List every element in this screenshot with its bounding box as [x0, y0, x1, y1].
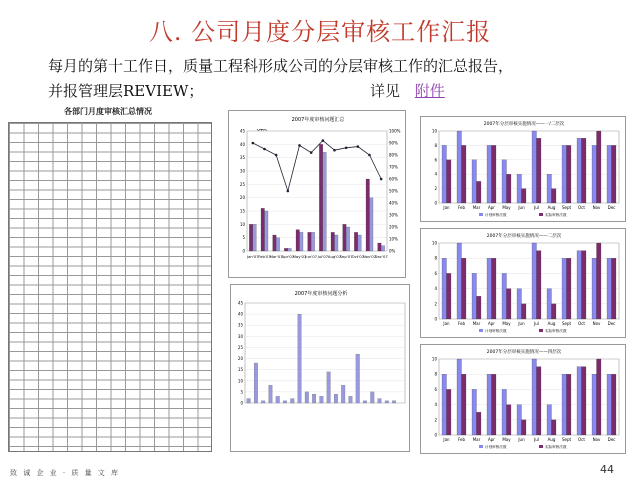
- x-tick-label: Jan: [443, 205, 450, 210]
- bar: [507, 174, 512, 203]
- bar: [447, 273, 452, 319]
- page-number: 44: [600, 463, 614, 476]
- bar: [592, 374, 597, 435]
- x-tick-label: Oct: [578, 205, 585, 210]
- bar: [612, 258, 617, 319]
- line-point: [252, 142, 255, 145]
- bar: [346, 227, 350, 251]
- bar: [249, 224, 253, 251]
- legend-swatch: [539, 213, 543, 216]
- y-tick-label: 8: [434, 142, 437, 148]
- bar: [562, 374, 567, 435]
- y-tick-label: 0: [434, 316, 437, 322]
- chart-layer-2: [420, 228, 626, 338]
- y-tick-label: 2: [434, 301, 437, 307]
- attachment-link[interactable]: 附件: [414, 82, 445, 100]
- y-tick-label: 35: [237, 322, 243, 328]
- table-grid: [8, 122, 212, 452]
- bar: [442, 145, 447, 203]
- y-tick-label: 40: [237, 311, 243, 317]
- chart-layer-4: [420, 344, 626, 454]
- chart-layer-4-svg: [421, 345, 627, 455]
- bar: [462, 374, 467, 435]
- x-tick-label: Oct'07: [351, 254, 365, 259]
- footer-text: 致 诚 企 业 · 质 量 文 库: [10, 469, 121, 477]
- x-tick-label: May: [502, 205, 511, 210]
- chart-title: 2007年度审核问题汇总: [291, 117, 345, 123]
- bar: [517, 174, 522, 203]
- bar: [312, 394, 316, 403]
- bar: [507, 405, 512, 435]
- x-tick-label: Aug'07: [327, 254, 342, 259]
- y-tick-label: 0: [434, 432, 437, 438]
- y-tick-label: 10: [239, 221, 245, 227]
- bar: [269, 385, 273, 403]
- bar: [298, 314, 302, 403]
- bar: [607, 258, 612, 319]
- bar: [522, 189, 527, 203]
- x-tick-label: Apr: [488, 321, 495, 326]
- line-point: [322, 139, 325, 142]
- bar: [537, 138, 542, 203]
- bar: [492, 145, 497, 203]
- x-tick-label: Jul: [534, 437, 539, 442]
- bar: [254, 363, 258, 403]
- bar: [487, 258, 492, 319]
- y-tick-label: 25: [239, 181, 245, 187]
- y-tick-label: 4: [434, 402, 437, 408]
- bar: [331, 232, 335, 251]
- x-tick-label: Jun: [518, 321, 525, 326]
- x-tick-label: Aug: [547, 205, 556, 210]
- bar: [442, 258, 447, 319]
- line-point: [357, 145, 360, 148]
- bar: [537, 367, 542, 435]
- y-tick-label: 6: [434, 270, 437, 276]
- bar: [472, 273, 477, 319]
- bar: [457, 359, 462, 435]
- bar: [487, 374, 492, 435]
- bar: [537, 251, 542, 319]
- bar: [552, 189, 557, 203]
- bar: [547, 289, 552, 319]
- chart-monthly-summary: [228, 110, 406, 278]
- y2-tick-label: 40%: [389, 200, 398, 206]
- bar: [477, 181, 482, 203]
- y-tick-label: 0: [242, 248, 245, 254]
- bar: [577, 367, 582, 435]
- line-point: [380, 178, 383, 181]
- bar: [597, 243, 602, 319]
- legend-swatch: [479, 213, 483, 216]
- bar: [547, 174, 552, 203]
- bar: [378, 399, 382, 403]
- chart-issue-analysis: [230, 284, 410, 452]
- bar: [457, 243, 462, 319]
- bar: [354, 232, 358, 251]
- bar: [487, 145, 492, 203]
- legend-label: 计划审核次数: [485, 213, 507, 217]
- bar: [462, 258, 467, 319]
- legend-label: 实际审核次数: [545, 445, 567, 449]
- bar: [592, 258, 597, 319]
- y2-tick-label: 70%: [389, 164, 398, 170]
- y-tick-label: 30: [239, 168, 245, 174]
- y-tick-label: 20: [237, 356, 243, 362]
- line-point: [298, 144, 301, 147]
- x-tick-label: Feb: [457, 205, 466, 210]
- x-tick-label: Sept: [561, 437, 572, 442]
- x-tick-label: May: [502, 321, 511, 326]
- bar: [253, 224, 257, 251]
- y-tick-label: 45: [239, 128, 245, 134]
- bar: [552, 304, 557, 319]
- bar: [502, 389, 507, 435]
- x-tick-label: Feb'07: [258, 254, 271, 259]
- y2-tick-label: 0%: [389, 248, 396, 254]
- y-tick-label: 15: [239, 208, 245, 214]
- bar: [597, 131, 602, 203]
- x-tick-label: Mar: [472, 321, 481, 326]
- bar: [522, 420, 527, 435]
- chart-layer-1-2-svg: [421, 117, 627, 223]
- legend-swatch: [479, 445, 483, 448]
- legend-label: 实际审核次数: [545, 213, 567, 217]
- x-tick-label: Nov: [592, 321, 601, 326]
- chart-title: 2007年分层审核实施情况——四层次: [486, 350, 562, 355]
- bar: [296, 230, 300, 251]
- bar: [363, 401, 367, 403]
- body-line-1: 每月的第十工作日，质量工程科形成公司的分层审核工作的汇总报告，: [48, 57, 514, 75]
- bar: [567, 374, 572, 435]
- y-tick-label: 35: [239, 155, 245, 161]
- y-tick-label: 4: [434, 286, 437, 292]
- bar: [385, 401, 389, 403]
- bar: [612, 374, 617, 435]
- bar: [477, 412, 482, 435]
- x-tick-label: Jun: [518, 205, 525, 210]
- bar: [562, 145, 567, 203]
- bar: [308, 232, 312, 251]
- x-tick-label: Jul'07: [317, 254, 329, 259]
- bar: [319, 144, 323, 251]
- bar: [265, 211, 269, 251]
- bar: [381, 246, 385, 251]
- body-line-2: 并报管理层REVIEW；: [48, 82, 204, 100]
- chart-title: 2007年分层审核实施情况——一/二层次: [483, 122, 565, 127]
- y-tick-label: 2: [434, 186, 437, 192]
- x-tick-label: Dec: [607, 437, 616, 442]
- bar: [366, 179, 370, 251]
- legend-label: 计划审核次数: [485, 445, 507, 449]
- chart-layer-2-svg: [421, 229, 627, 339]
- y-tick-label: 6: [434, 386, 437, 392]
- bar: [284, 248, 288, 251]
- bar: [502, 160, 507, 203]
- bar: [261, 208, 265, 251]
- y-tick-label: 8: [434, 371, 437, 377]
- y-tick-label: 20: [239, 195, 245, 201]
- bar: [261, 401, 265, 403]
- bar: [247, 399, 251, 403]
- bar: [582, 138, 587, 203]
- x-tick-label: Aug: [547, 437, 556, 442]
- detail-prefix: 详见: [370, 82, 401, 100]
- bar: [300, 232, 304, 251]
- y2-tick-label: 50%: [389, 188, 398, 194]
- bar: [447, 389, 452, 435]
- x-tick-label: Jun'07: [305, 254, 318, 259]
- bar: [477, 296, 482, 319]
- legend-swatch: [479, 329, 483, 332]
- x-tick-label: Sep'07: [339, 254, 353, 259]
- bar: [290, 399, 294, 403]
- y-tick-label: 45: [237, 300, 243, 306]
- x-tick-label: Nov: [592, 205, 601, 210]
- y-tick-label: 0: [240, 400, 243, 406]
- y-tick-label: 10: [431, 128, 437, 134]
- line-point: [333, 149, 336, 152]
- x-tick-label: Dec'07: [374, 254, 388, 259]
- y2-tick-label: 10%: [389, 236, 398, 242]
- bar: [457, 131, 462, 203]
- bar: [577, 251, 582, 319]
- bar: [462, 145, 467, 203]
- bar: [276, 396, 280, 403]
- x-tick-label: Feb: [457, 437, 466, 442]
- bar: [349, 396, 353, 403]
- x-tick-label: Jul: [534, 321, 539, 326]
- bar: [447, 160, 452, 203]
- bar: [442, 374, 447, 435]
- bar: [305, 392, 309, 403]
- line-point: [287, 190, 290, 193]
- bar: [502, 273, 507, 319]
- x-tick-label: Mar: [472, 437, 481, 442]
- y2-tick-label: 100%: [389, 128, 401, 134]
- x-tick-label: Sept: [561, 321, 572, 326]
- x-tick-label: Nov: [592, 437, 601, 442]
- bar: [288, 248, 292, 251]
- bar: [370, 198, 374, 251]
- x-tick-label: Apr: [488, 205, 495, 210]
- bar: [562, 258, 567, 319]
- bar: [567, 145, 572, 203]
- bar: [472, 160, 477, 203]
- line-point: [263, 148, 266, 151]
- y-tick-label: 6: [434, 157, 437, 163]
- x-tick-label: Jan: [443, 321, 450, 326]
- y-tick-label: 30: [237, 333, 243, 339]
- chart-monthly-summary-svg: [229, 111, 407, 279]
- x-tick-label: Apr: [488, 437, 495, 442]
- bar: [276, 238, 280, 251]
- bar: [358, 235, 362, 251]
- y-tick-label: 4: [434, 171, 437, 177]
- table-title: 各部门月度审核汇总情况: [64, 107, 152, 116]
- bar: [378, 243, 382, 251]
- y2-tick-label: 20%: [389, 224, 398, 230]
- bar: [517, 289, 522, 319]
- x-tick-label: Dec: [607, 205, 616, 210]
- chart-layer-1-2: [420, 116, 626, 222]
- bar: [356, 354, 360, 403]
- y-tick-label: 5: [240, 389, 243, 395]
- line-point: [345, 147, 348, 150]
- y2-tick-label: 90%: [389, 140, 398, 146]
- x-tick-label: Sept: [561, 205, 572, 210]
- x-tick-label: Nov'07: [362, 254, 377, 259]
- y2-tick-label: 80%: [389, 152, 398, 158]
- bar: [343, 224, 347, 251]
- x-tick-label: May: [502, 437, 511, 442]
- y-tick-label: 8: [434, 255, 437, 261]
- x-tick-label: Mar: [472, 205, 481, 210]
- bar: [607, 145, 612, 203]
- bar: [532, 131, 537, 203]
- legend-label: 计划审核次数: [485, 329, 507, 333]
- y2-tick-label: 30%: [389, 212, 398, 218]
- bar: [370, 392, 374, 403]
- x-tick-label: Jan'07: [246, 254, 259, 259]
- bar: [552, 420, 557, 435]
- x-tick-label: May'07: [292, 254, 307, 259]
- bar: [582, 251, 587, 319]
- bar: [547, 405, 552, 435]
- y-tick-label: 5: [242, 235, 245, 241]
- bar: [472, 389, 477, 435]
- x-tick-label: Jun: [518, 437, 525, 442]
- legend-swatch: [539, 329, 543, 332]
- bar: [507, 289, 512, 319]
- bar: [392, 401, 396, 403]
- line-point: [275, 154, 278, 157]
- y-tick-label: 0: [434, 200, 437, 206]
- bar: [522, 304, 527, 319]
- bar: [532, 359, 537, 435]
- legend-label: 实际审核次数: [545, 329, 567, 333]
- bar: [334, 394, 338, 403]
- bar: [532, 243, 537, 319]
- y-tick-label: 10: [431, 356, 437, 362]
- x-tick-label: Feb: [457, 321, 466, 326]
- detail-ref: [370, 80, 445, 101]
- bar: [320, 396, 324, 403]
- chart-title: 2007年度审核问题分析: [294, 291, 348, 297]
- chart-issue-analysis-svg: [231, 285, 411, 453]
- y-tick-label: 10: [431, 240, 437, 246]
- summary-table: [4, 104, 212, 454]
- bar: [323, 152, 327, 251]
- bar: [582, 367, 587, 435]
- line-point: [368, 154, 371, 157]
- x-tick-label: Dec: [607, 321, 616, 326]
- bar: [273, 235, 277, 251]
- y-tick-label: 40: [239, 141, 245, 147]
- legend-swatch: [539, 445, 543, 448]
- y-tick-label: 15: [237, 367, 243, 373]
- bar: [311, 232, 315, 251]
- x-tick-label: Apr'07: [281, 254, 295, 259]
- bar: [612, 145, 617, 203]
- bar: [492, 374, 497, 435]
- x-tick-label: Oct: [578, 437, 585, 442]
- bar: [592, 145, 597, 203]
- bar: [341, 385, 345, 403]
- bar: [327, 372, 331, 403]
- bar: [577, 138, 582, 203]
- bar: [492, 258, 497, 319]
- y-tick-label: 25: [237, 344, 243, 350]
- bar: [607, 374, 612, 435]
- x-tick-label: Jan: [443, 437, 450, 442]
- slide-title: 八. 公司月度分层审核工作汇报: [148, 18, 492, 46]
- y2-tick-label: 60%: [389, 176, 398, 182]
- bar: [283, 401, 287, 403]
- bar: [597, 359, 602, 435]
- line-point: [310, 151, 313, 154]
- x-tick-label: Oct: [578, 321, 585, 326]
- x-tick-label: Mar'07: [269, 254, 283, 259]
- x-tick-label: Jul: [534, 205, 539, 210]
- bar: [517, 405, 522, 435]
- x-tick-label: Aug: [547, 321, 556, 326]
- bar: [335, 235, 339, 251]
- bar: [567, 258, 572, 319]
- chart-title: 2007年分层审核实施情况——二层次: [486, 234, 562, 239]
- y-tick-label: 2: [434, 417, 437, 423]
- y-tick-label: 10: [237, 378, 243, 384]
